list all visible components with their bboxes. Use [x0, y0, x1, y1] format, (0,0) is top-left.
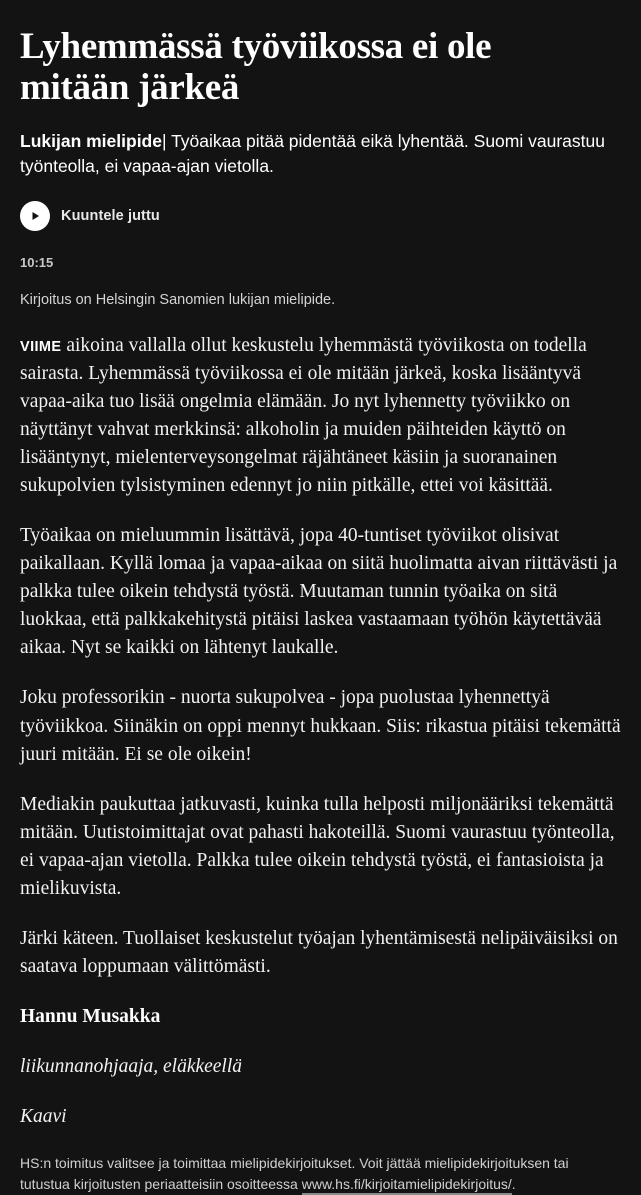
paragraph-text: Joku professorikin - nuorta sukupolvea - jopa puolustaa lyhennettyä työviikkoa. Siinäkin on oppi mennyt hukkaan. Siis: rikastua pitäisi tekemättä juuri mitään. Ei se ole oikein!: [20, 687, 621, 765]
listen-article-label: Kuuntele juttu: [61, 207, 160, 224]
lede-text: Työaikaa pitää pidentää eikä lyhentää. Suomi vaurastuu työnteolla, ei vapaa-ajan vietolla.: [20, 130, 605, 176]
source-note: Kirjoitus on Helsingin Sanomien lukijan mielipide.: [20, 291, 336, 308]
editorial-note-text-end: .: [511, 1176, 516, 1193]
author-title: liikunnanohjaaja, eläkkeellä: [20, 1056, 243, 1078]
paragraph-text: aikoina vallalla ollut keskustelu lyhemmästä työviikosta on todella sairasta. Lyhemmässä työviikossa ei ole mitään järkeä, koska lisääntyvä vapaa-aika tuo lisää ongelmia elämään. Jo nyt lyhennetty työviikko on näyttänyt vahvat merkkinsä: alkoholin ja muiden päihteiden käyttö on lisääntynyt, mielenterveysongelmat räjähtäneet käsiin ja suoranainen sukupolvien tylsistyminen edennyt jo niin pitkälle, ettei voi käsittää.: [20, 334, 587, 496]
article-lede: [20, 129, 620, 179]
listen-article-button[interactable]: [20, 201, 621, 231]
paragraph-text: Mediakin paukuttaa jatkuvasti, kuinka tulla helposti miljonääriksi tekemättä mitään. Uutistoimittajat ovat pahasti hakoteillä. Suomi vaurastuu työnteolla, ei vapaa-ajan vietolla. Palkka tulee oikein tehdystä työstä, ei fantasioista ja mielikuvista.: [20, 793, 615, 899]
page-title: Lyhemmässä työviikossa ei ole mitään järkeä: [20, 26, 492, 109]
play-icon[interactable]: [20, 201, 50, 231]
lede-kicker: Lukijan mielipide: [20, 130, 162, 151]
editorial-note-text: HS:n toimitus valitsee ja toimittaa mielipidekirjoitukset. Voit jättää mielipidekirjoituksen tai tutustua kirjoitusten periaatteisiin osoitteessa: [20, 1155, 569, 1193]
body-paragraph: [20, 332, 621, 500]
body-paragraph: [20, 522, 621, 662]
publish-timestamp: 10:15: [20, 254, 54, 270]
lede-separator: |: [161, 130, 167, 151]
article-body: [20, 332, 621, 1132]
editorial-note: [20, 1153, 621, 1195]
submit-opinion-link[interactable]: www.hs.fi/kirjoitamielipidekirjoitus/: [302, 1176, 512, 1195]
paragraph-text: Järki käteen. Tuollaiset keskustelut työajan lyhentämisestä nelipäiväisiksi on saatava loppumaan välittömästi.: [20, 927, 618, 978]
body-paragraph: [20, 791, 621, 903]
body-paragraph: [20, 925, 621, 981]
paragraph-lead-word: VIIME: [20, 338, 62, 355]
author-location: Kaavi: [20, 1106, 67, 1128]
body-paragraph: [20, 684, 621, 768]
paragraph-text: Työaikaa on mieluummin lisättävä, jopa 40-tuntiset työviikot olisivat paikallaan. Kyllä lomaa ja vapaa-aikaa on siitä huolimatta aivan riittävästi ja palkka tulee oikein tehdystä työstä. Muutaman tunnin työaika on sitä luokkaa, että palkkakehitystä pitäisi laskea vastaamaan työhön käytettävää aikaa. Nyt se kaikki on lähtenyt laukalle.: [20, 525, 618, 659]
author-name: Hannu Musakka: [20, 1006, 161, 1028]
